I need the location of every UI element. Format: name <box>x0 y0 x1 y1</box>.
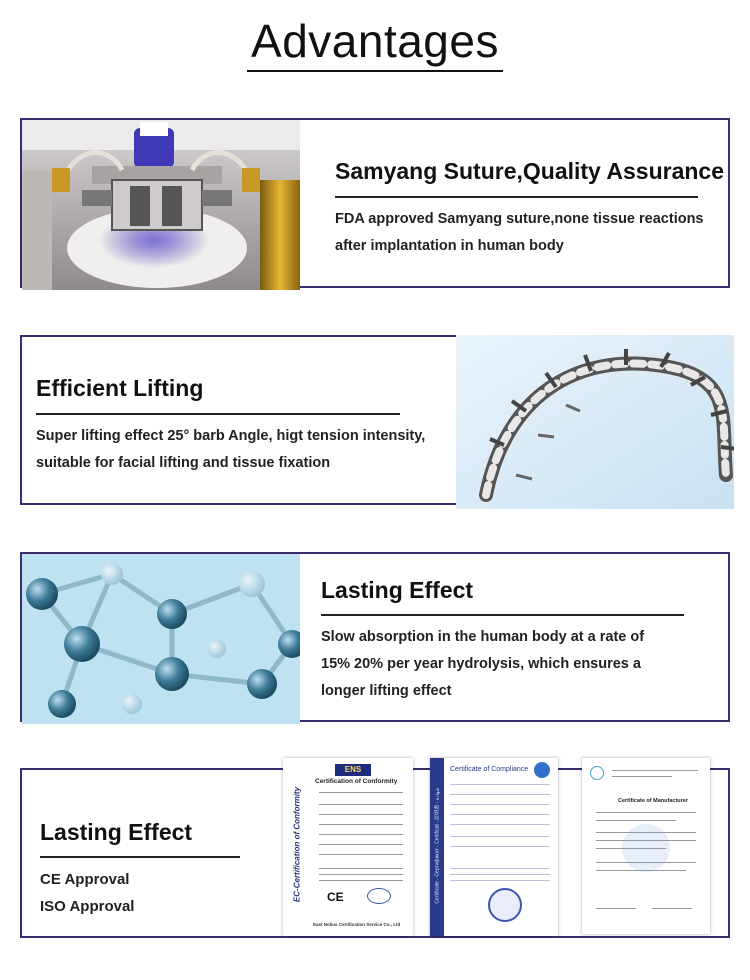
text-line: longer lifting effect <box>321 683 452 699</box>
page-title: Advantages <box>247 14 503 72</box>
ens-logo: ENS <box>335 764 371 776</box>
section-heading: Efficient Lifting <box>36 375 204 401</box>
text-line: ISO Approval <box>40 898 135 915</box>
section-quality <box>20 118 730 288</box>
compliance-heading: Certificate of Compliance <box>450 766 529 773</box>
section-heading: Lasting Effect <box>40 819 193 845</box>
ce-mark: CE <box>327 890 344 904</box>
barbed-thread-photo <box>456 335 734 509</box>
section-lasting <box>20 552 730 722</box>
text-line: CE Approval <box>40 871 130 888</box>
seal-icon <box>367 888 391 904</box>
text-line: after implantation in human body <box>335 238 564 254</box>
ec-side-text: EC-Certification of Conformity <box>292 786 302 903</box>
manufacturer-logo-icon <box>590 766 604 780</box>
watermark-icon <box>622 824 670 872</box>
text-line: suitable for facial lifting and tissue fixation <box>36 455 331 471</box>
heading-underline <box>40 856 240 858</box>
text-line: 15% 20% per year hydrolysis, which ensures a <box>321 656 641 672</box>
text-line: FDA approved Samyang suture,none tissue reactions <box>335 211 704 227</box>
section-heading: Samyang Suture,Quality Assurance <box>335 158 725 184</box>
ecm-badge-icon <box>534 762 550 778</box>
page-header <box>0 14 750 72</box>
text-line: Slow absorption in the human body at a rate of <box>321 629 645 645</box>
ec-certificate <box>283 758 413 936</box>
manufacturer-heading: Certificate of Manufacturer <box>618 798 688 804</box>
section-heading: Lasting Effect <box>321 577 474 603</box>
heading-underline <box>321 614 684 616</box>
ec-heading: Certification of Conformity <box>315 778 398 785</box>
compliance-side-text: Certificate - Сертификат - Certificat - 証明書 - شهادة <box>434 787 441 904</box>
manufacturer-certificate <box>582 758 710 934</box>
section-text <box>40 866 134 920</box>
compliance-seal-icon <box>488 888 522 922</box>
molecule-photo <box>22 554 300 724</box>
section-text <box>321 624 644 705</box>
compliance-certificate <box>430 758 558 936</box>
section-lifting <box>20 335 732 505</box>
section-text <box>335 206 704 260</box>
text-line: Super lifting effect 25° barb Angle, higt tension intensity, <box>36 428 426 444</box>
machine-photo <box>22 120 300 290</box>
heading-underline <box>36 413 400 415</box>
section-text <box>36 423 425 477</box>
ec-footer: East Nolius Certification Service Co., Ltd <box>313 922 401 927</box>
heading-underline <box>335 196 698 198</box>
